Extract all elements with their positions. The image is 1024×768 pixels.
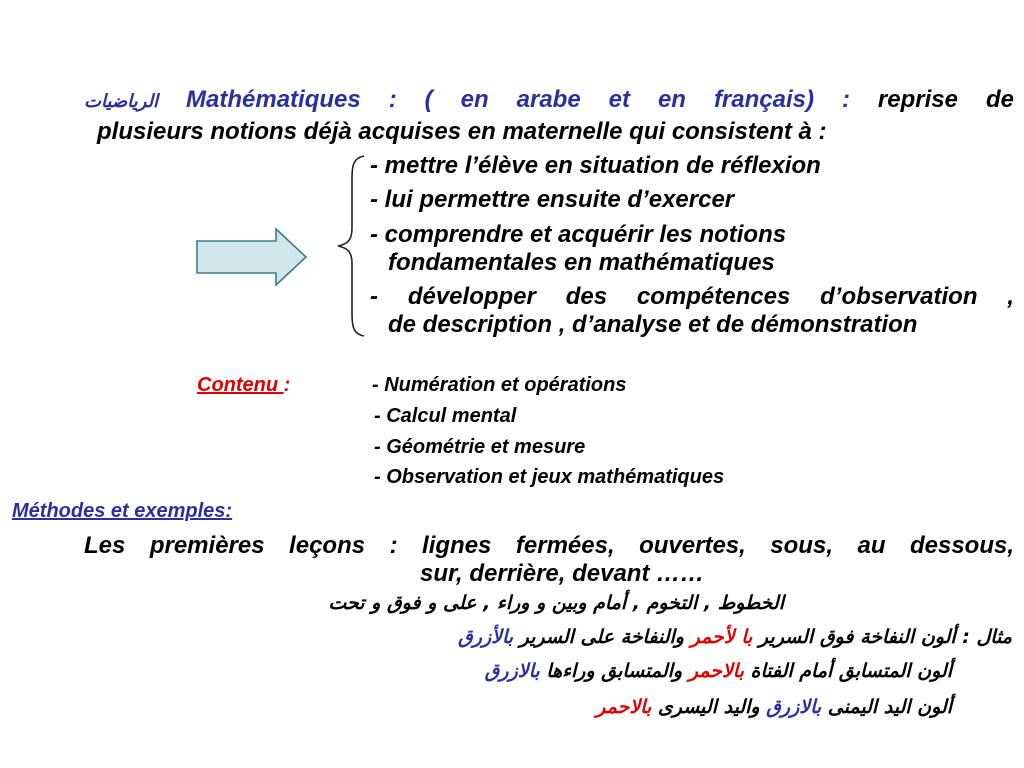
- arabic-math-title: الرياضيات: [84, 91, 159, 112]
- contenu-colon: :: [283, 374, 291, 396]
- contenu-label-text: Contenu: [197, 374, 284, 396]
- arabic-vocab-line: الخطوط , التخوم , أمام وبين و وراء , على و فوق و تحت: [328, 592, 784, 614]
- math-heading-line: [84, 86, 1014, 114]
- example-text: واليد اليسرى: [651, 696, 767, 718]
- heading-word: en: [460, 86, 489, 113]
- example-text: والنفاخة على السرير: [513, 626, 691, 648]
- contenu-item: - Géométrie et mesure: [374, 436, 586, 458]
- example-text: مثال : ألون النفاخة فوق السرير: [752, 626, 1012, 648]
- objective-item: - lui permettre ensuite d’exercer: [370, 186, 735, 213]
- right-arrow-icon: [194, 226, 312, 288]
- example-color-red: با لأحمر: [690, 626, 753, 648]
- objective-item: - mettre l’élève en situation de réflexion: [370, 152, 821, 179]
- heading-word: de: [985, 86, 1014, 113]
- heading-word: en: [657, 86, 686, 113]
- arabic-example-line: [458, 626, 1012, 648]
- example-color-red: بالاحمر: [688, 660, 744, 682]
- contenu-item: - Observation et jeux mathématiques: [374, 466, 725, 488]
- objective-item: - développer des compétences d’observation ,: [370, 283, 1014, 310]
- heading-word: reprise: [877, 86, 958, 113]
- example-text: ألون اليد اليمنى: [821, 696, 952, 718]
- heading-word: :: [388, 86, 397, 113]
- example-text: والمتسابق وراءها: [539, 660, 689, 682]
- example-color-blue: بالازرق: [484, 660, 540, 682]
- example-color-red: بالاحمر: [596, 696, 652, 718]
- contenu-label: [197, 374, 290, 397]
- heading-word: (: [424, 86, 433, 113]
- objective-item-continued: de description , d’analyse et de démonstration: [388, 311, 918, 338]
- contenu-item: - Numération et opérations: [372, 374, 627, 396]
- example-text: ألون المتسابق أمام الفتاة: [743, 660, 952, 682]
- lecons-line-continued: sur, derrière, devant ……: [420, 560, 705, 587]
- objective-item-continued: fondamentales en mathématiques: [388, 249, 775, 276]
- example-color-blue: بالأزرق: [458, 626, 514, 648]
- math-intro-line: plusieurs notions déjà acquises en maternelle qui consistent à :: [97, 118, 827, 145]
- example-color-blue: بالازرق: [766, 696, 822, 718]
- heading-word: français): [713, 86, 814, 113]
- lecons-line: Les premières leçons : lignes fermées, ouvertes, sous, au dessous,: [84, 532, 1014, 559]
- heading-word: Mathématiques: [186, 86, 361, 113]
- heading-word: arabe: [516, 86, 581, 113]
- heading-word: :: [841, 86, 850, 113]
- objective-item: - comprendre et acquérir les notions: [370, 221, 787, 248]
- curly-brace: [334, 150, 368, 342]
- contenu-item: - Calcul mental: [374, 405, 517, 427]
- arabic-example-line: [485, 660, 952, 682]
- heading-word: et: [608, 86, 630, 113]
- methodes-label: Méthodes et exemples:: [12, 500, 233, 522]
- arabic-example-line: [596, 696, 952, 718]
